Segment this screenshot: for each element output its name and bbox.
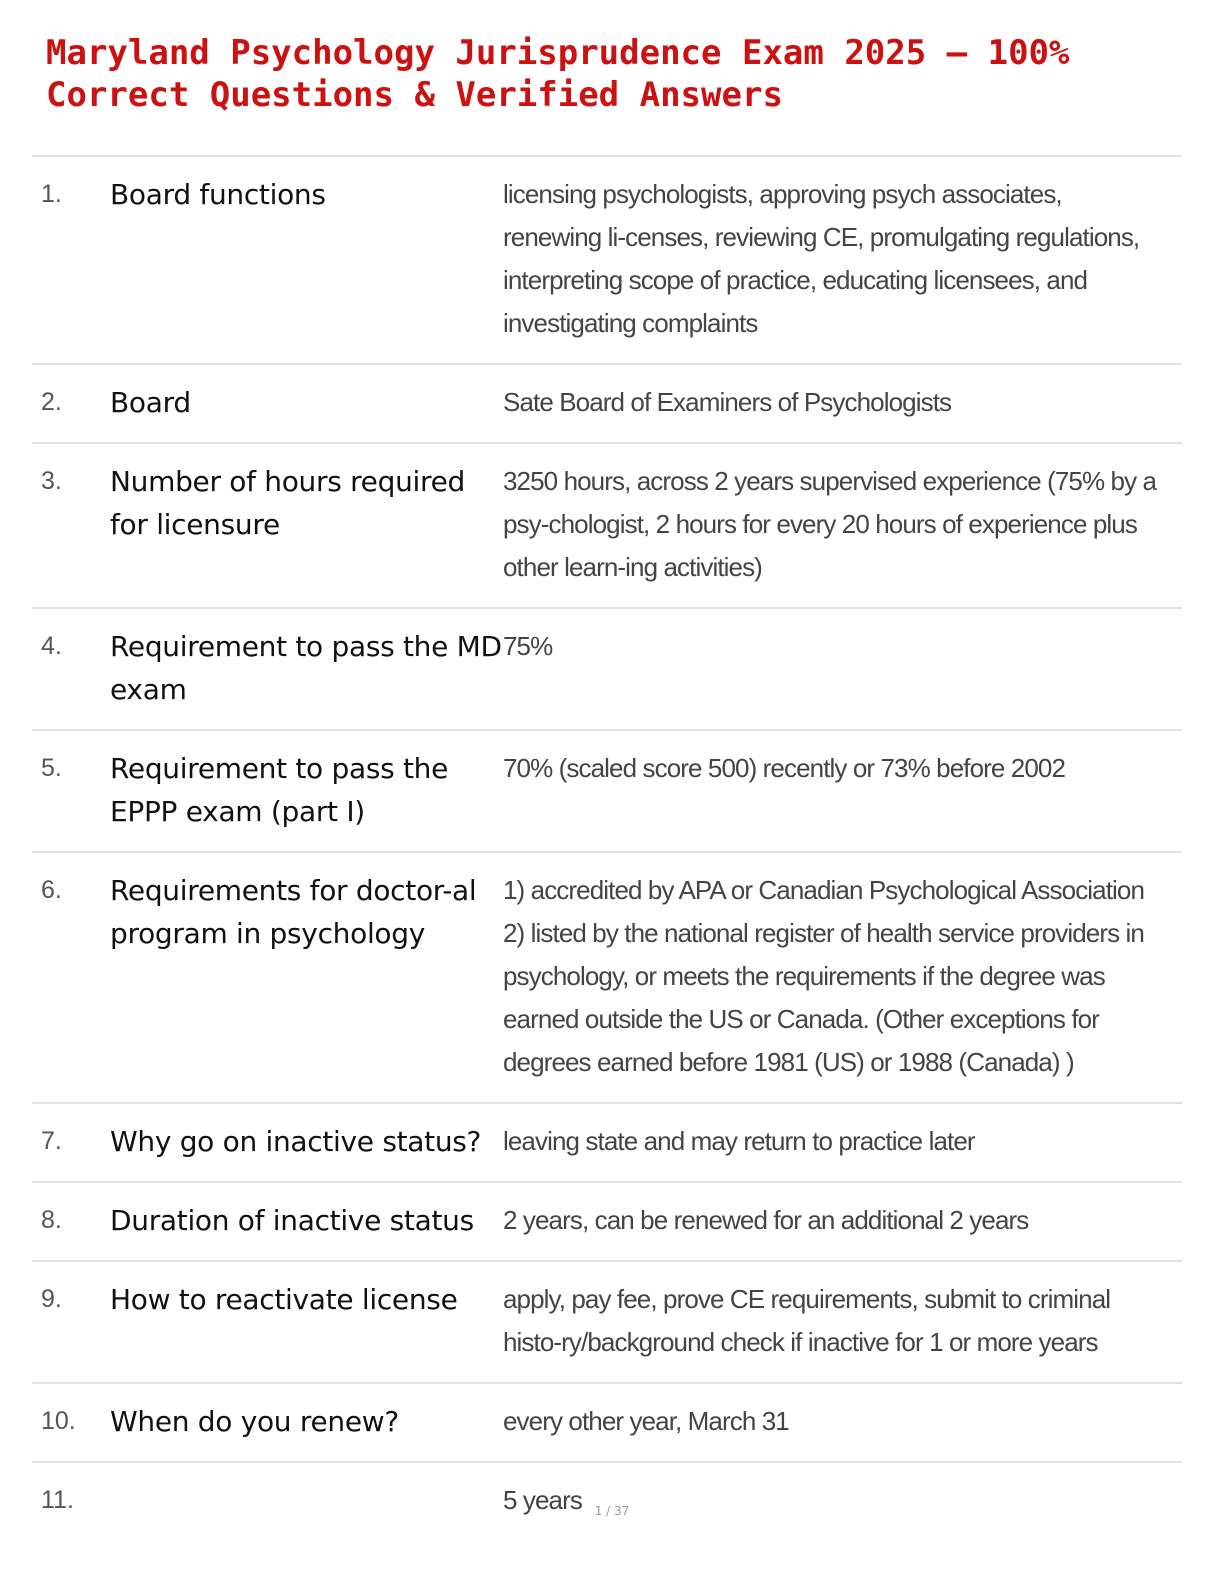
qa-row [32,1262,1182,1384]
item-number: 3. [41,467,62,495]
question-text: Duration of inactive status [110,1204,474,1237]
item-number: 6. [41,876,62,904]
item-number: 11. [41,1486,74,1514]
item-number: 10. [41,1407,76,1435]
qa-row [32,731,1182,853]
question-text: Requirement to pass the MD exam [110,630,502,706]
item-number: 9. [41,1285,62,1313]
answer-text: every other year, March 31 [503,1406,789,1436]
item-number: 4. [41,632,62,660]
question-text: When do you renew? [110,1405,399,1438]
qa-row [32,1384,1182,1463]
document-title: Maryland Psychology Jurisprudence Exam 2025 – 100% Correct Questions & Verified Answers [46,33,1070,115]
question-text: Requirements for doctor-al program in psychology [110,874,477,950]
answer-text: apply, pay fee, prove CE requirements, submit to criminal histo-ry/background check if inactive for 1 or more years [503,1284,1111,1357]
qa-row [32,853,1182,1104]
answer-text: Sate Board of Examiners of Psychologists [503,387,952,417]
question-text: Number of hours required for licensure [110,465,466,541]
qa-table [32,155,1182,1540]
answer-text: 3250 hours, across 2 years supervised experience (75% by a psy-chologist, 2 hours for every 20 hours of experience plus other learn-ing activities) [503,466,1157,582]
question-text: Why go on inactive status? [110,1125,482,1158]
answer-text: 70% (scaled score 500) recently or 73% before 2002 [503,753,1066,783]
qa-row [32,609,1182,731]
answer-text: 1) accredited by APA or Canadian Psychological Association 2) listed by the national register of health service providers in psychology, or meets the requirements if the degree was earned outside the US or Canada. (Other exceptions for degrees earned before 1981 (US) or 1988 (Canada) ) [503,875,1145,1077]
answer-text: licensing psychologists, approving psych associates, renewing li-censes, reviewing CE, promulgating regulations, interpreting scope of practice, educating licensees, and investigating complaints [503,179,1140,338]
qa-row [32,1183,1182,1262]
question-text: Requirement to pass the EPPP exam (part I) [110,752,449,828]
question-text: How to reactivate license [110,1283,458,1316]
item-number: 8. [41,1206,62,1234]
item-number: 1. [41,180,62,208]
answer-text: 75% [503,631,553,661]
item-number: 7. [41,1127,62,1155]
page-indicator: 1 / 37 [594,1504,630,1518]
qa-row [32,444,1182,609]
qa-row [32,1104,1182,1183]
question-text: Board functions [110,178,326,211]
qa-row [32,157,1182,365]
qa-row [32,1463,1182,1540]
answer-text: leaving state and may return to practice later [503,1126,975,1156]
answer-text: 2 years, can be renewed for an additional 2 years [503,1205,1029,1235]
answer-text: 5 years [503,1485,582,1515]
question-text: Board [110,386,191,419]
item-number: 5. [41,754,62,782]
qa-row [32,365,1182,444]
item-number: 2. [41,388,62,416]
